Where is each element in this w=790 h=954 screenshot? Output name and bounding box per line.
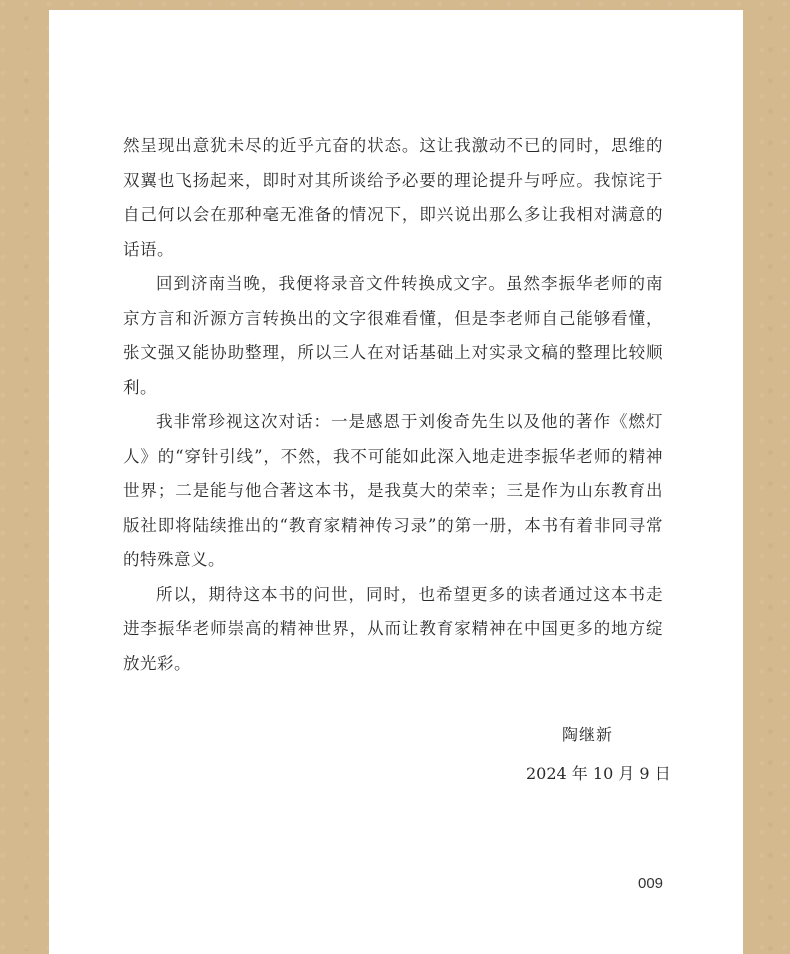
- paragraph-1: 然呈现出意犹未尽的近乎亢奋的状态。这让我激动不已的同时，思维的双翼也飞扬起来，即时对其所谈给予必要的理论提升与呼应。我惊诧于自己何以会在那种毫无准备的情况下，即兴说出那么多让我相对满意的话语。: [123, 136, 663, 259]
- author-signature: 陶继新: [562, 725, 614, 744]
- paragraph-2: 回到济南当晚，我便将录音文件转换成文字。虽然李振华老师的南京方言和沂源方言转换出的文字很难看懂，但是李老师自己能够看懂，张文强又能协助整理，所以三人在对话基础上对实录文稿的整理比较顺利。: [123, 274, 663, 397]
- paragraph-4: 所以，期待这本书的问世，同时，也希望更多的读者通过这本书走进李振华老师崇高的精神世界，从而让教育家精神在中国更多的地方绽放光彩。: [123, 584, 663, 673]
- body-text: [123, 129, 663, 681]
- signature-date: 2024 年 10 月 9 日: [526, 764, 671, 783]
- page-number: 009: [638, 875, 664, 892]
- document-page: [49, 10, 743, 954]
- paragraph-3: 我非常珍视这次对话：一是感恩于刘俊奇先生以及他的著作《燃灯人》的“穿针引线”，不然，我不可能如此深入地走进李振华老师的精神世界；二是能与他合著这本书，是我莫大的荣幸；三是作为山东教育出版社即将陆续推出的“教育家精神传习录”的第一册，本书有着非同寻常的特殊意义。: [123, 412, 663, 569]
